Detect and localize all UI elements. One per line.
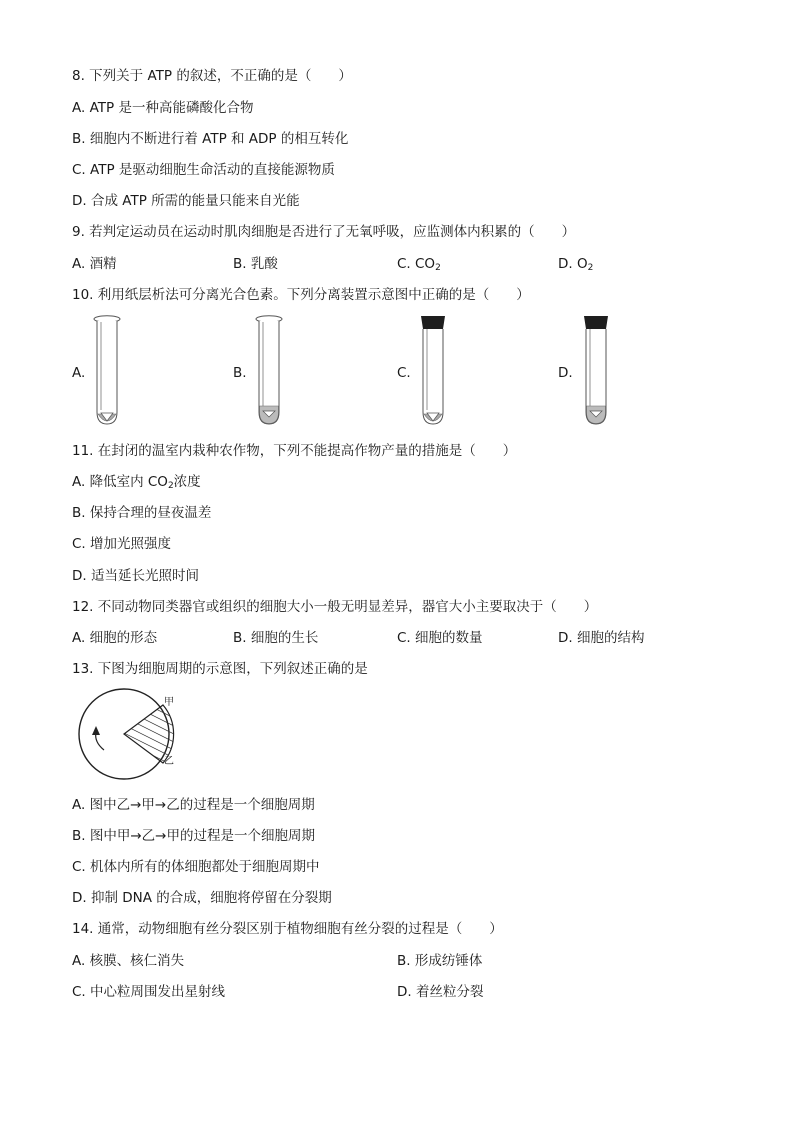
q14-option-b: B. 形成纺锤体 bbox=[397, 953, 483, 969]
q9-option-c-sub: 2 bbox=[435, 263, 441, 273]
q13-stem: 13. 下图为细胞周期的示意图，下列叙述正确的是 bbox=[72, 661, 368, 677]
q10-label-d: D. bbox=[558, 365, 573, 381]
q12-option-b: B. 细胞的生长 bbox=[233, 630, 319, 646]
q11-stem: 11. 在封闭的温室内栽种农作物，下列不能提高作物产量的措施是（ ） bbox=[72, 443, 517, 459]
q10-stem: 10. 利用纸层析法可分离光合色素。下列分离装置示意图中正确的是（ ） bbox=[72, 287, 530, 303]
q9-option-c bbox=[397, 255, 441, 273]
q10-label-a: A. bbox=[72, 365, 86, 381]
q11-option-c: C. 增加光照强度 bbox=[72, 536, 172, 552]
q9-stem: 9. 若判定运动员在运动时肌肉细胞是否进行了无氧呼吸，应监测体内积累的（ ） bbox=[72, 224, 576, 240]
q11-option-d: D. 适当延长光照时间 bbox=[72, 568, 199, 584]
q8-stem: 8. 下列关于 ATP 的叙述，不正确的是（ ） bbox=[72, 68, 352, 84]
q13-option-a: A. 图中乙→甲→乙的过程是一个细胞周期 bbox=[72, 797, 315, 813]
q9-option-d-text: D. O bbox=[558, 256, 588, 272]
label-jia: 甲 bbox=[164, 697, 174, 708]
q9-option-d-sub: 2 bbox=[587, 263, 594, 273]
stoppered-tube-d-icon bbox=[579, 314, 613, 430]
label-yi: 乙 bbox=[164, 756, 174, 767]
q12-option-d: D. 细胞的结构 bbox=[558, 630, 645, 646]
test-tube-a-icon bbox=[90, 314, 124, 430]
q14-stem: 14. 通常，动物细胞有丝分裂区别于植物细胞有丝分裂的过程是（ ） bbox=[72, 921, 503, 937]
test-tube-b-icon bbox=[252, 314, 286, 430]
q14-option-a: A. 核膜、核仁消失 bbox=[72, 953, 185, 969]
q8-option-d: D. 合成 ATP 所需的能量只能来自光能 bbox=[72, 193, 300, 209]
q11-option-a bbox=[72, 473, 201, 491]
q11-option-a-text: A. 降低室内 CO bbox=[72, 474, 168, 490]
q14-option-c: C. 中心粒周围发出星射线 bbox=[72, 984, 226, 1000]
q9-option-b: B. 乳酸 bbox=[233, 256, 278, 272]
q10-label-c: C. bbox=[397, 365, 411, 381]
q11-option-b: B. 保持合理的昼夜温差 bbox=[72, 505, 212, 521]
q11-option-a-sub: 2 bbox=[167, 481, 174, 491]
q14-option-d: D. 着丝粒分裂 bbox=[397, 984, 484, 1000]
q12-option-c: C. 细胞的数量 bbox=[397, 630, 483, 646]
stoppered-tube-c-icon bbox=[416, 314, 450, 430]
q8-option-a: A. ATP 是一种高能磷酸化合物 bbox=[72, 100, 254, 116]
q9-option-c-text: C. CO bbox=[397, 256, 436, 272]
q13-option-d: D. 抑制 DNA 的合成，细胞将停留在分裂期 bbox=[72, 890, 332, 906]
q12-option-a: A. 细胞的形态 bbox=[72, 630, 158, 646]
q13-option-b: B. 图中甲→乙→甲的过程是一个细胞周期 bbox=[72, 828, 315, 844]
q9-option-d bbox=[558, 255, 593, 273]
q11-option-a-suffix: 浓度 bbox=[173, 474, 201, 490]
q10-label-b: B. bbox=[233, 365, 247, 381]
q8-option-b: B. 细胞内不断进行着 ATP 和 ADP 的相互转化 bbox=[72, 131, 349, 147]
q13-option-c: C. 机体内所有的体细胞都处于细胞周期中 bbox=[72, 859, 320, 875]
q9-option-a: A. 酒精 bbox=[72, 256, 117, 272]
q8-option-c: C. ATP 是驱动细胞生命活动的直接能源物质 bbox=[72, 162, 335, 178]
q12-stem: 12. 不同动物同类器官或组织的细胞大小一般无明显差异，器官大小主要取决于（ ） bbox=[72, 599, 598, 615]
